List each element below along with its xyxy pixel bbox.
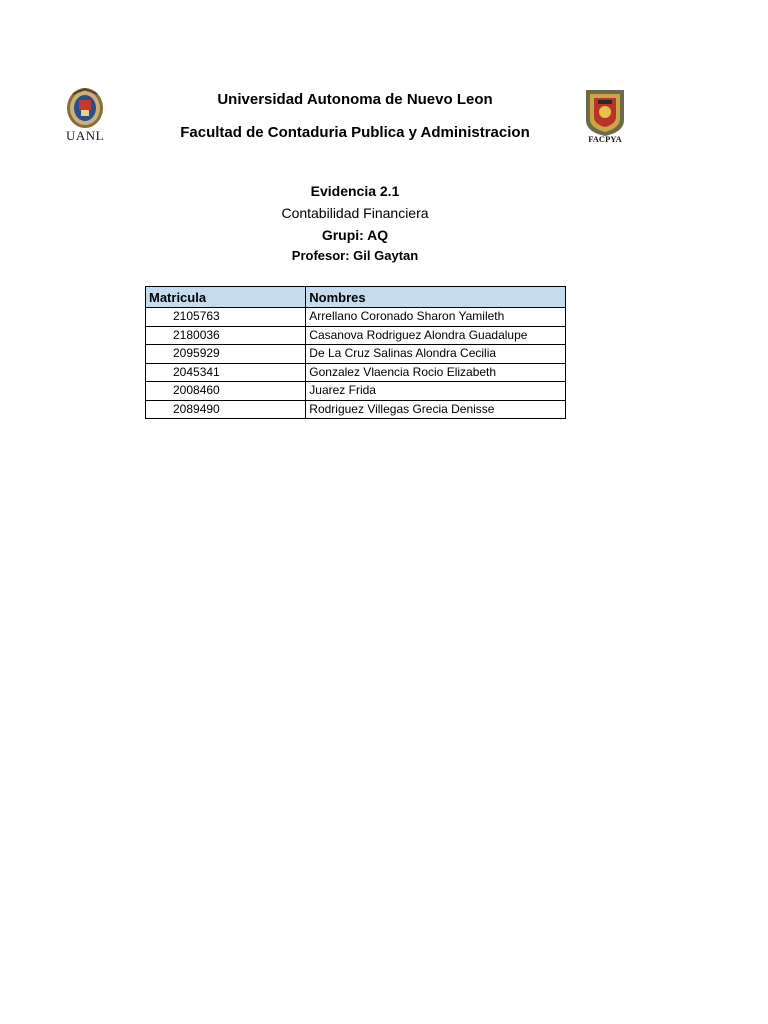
student-roster-table bbox=[145, 286, 566, 419]
table-row bbox=[146, 363, 566, 382]
nombre-cell: Casanova Rodriguez Alondra Guadalupe bbox=[306, 326, 566, 345]
matricula-cell: 2180036 bbox=[146, 326, 306, 345]
matricula-cell: 2089490 bbox=[146, 400, 306, 419]
nombre-cell: Arrellano Coronado Sharon Yamileth bbox=[306, 308, 566, 327]
nombre-cell: Juarez Frida bbox=[306, 382, 566, 401]
professor-label: Profesor: Gil Gaytan bbox=[291, 248, 419, 263]
uanl-logo-label: UANL bbox=[65, 128, 105, 143]
table-row bbox=[146, 382, 566, 401]
column-header-nombres: Nombres bbox=[306, 287, 566, 308]
column-header-matricula: Matricula bbox=[146, 287, 306, 308]
faculty-title: Facultad de Contaduria Publica y Administracion bbox=[180, 124, 530, 141]
course-name: Contabilidad Financiera bbox=[281, 205, 429, 221]
table-row bbox=[146, 308, 566, 327]
matricula-cell: 2008460 bbox=[146, 382, 306, 401]
facpya-logo-label: FACPYA bbox=[588, 134, 622, 144]
table-row bbox=[146, 400, 566, 419]
university-title: Universidad Autonoma de Nuevo Leon bbox=[217, 91, 493, 108]
nombre-cell: Gonzalez Vlaencia Rocio Elizabeth bbox=[306, 363, 566, 382]
matricula-cell: 2105763 bbox=[146, 308, 306, 327]
table-row bbox=[146, 345, 566, 364]
matricula-cell: 2095929 bbox=[146, 345, 306, 364]
nombre-cell: De La Cruz Salinas Alondra Cecilia bbox=[306, 345, 566, 364]
table-header-row bbox=[146, 287, 566, 308]
nombre-cell: Rodriguez Villegas Grecia Denisse bbox=[306, 400, 566, 419]
table-row bbox=[146, 326, 566, 345]
group-label: Grupi: AQ bbox=[321, 227, 389, 243]
matricula-cell: 2045341 bbox=[146, 363, 306, 382]
assignment-title: Evidencia 2.1 bbox=[310, 183, 400, 199]
